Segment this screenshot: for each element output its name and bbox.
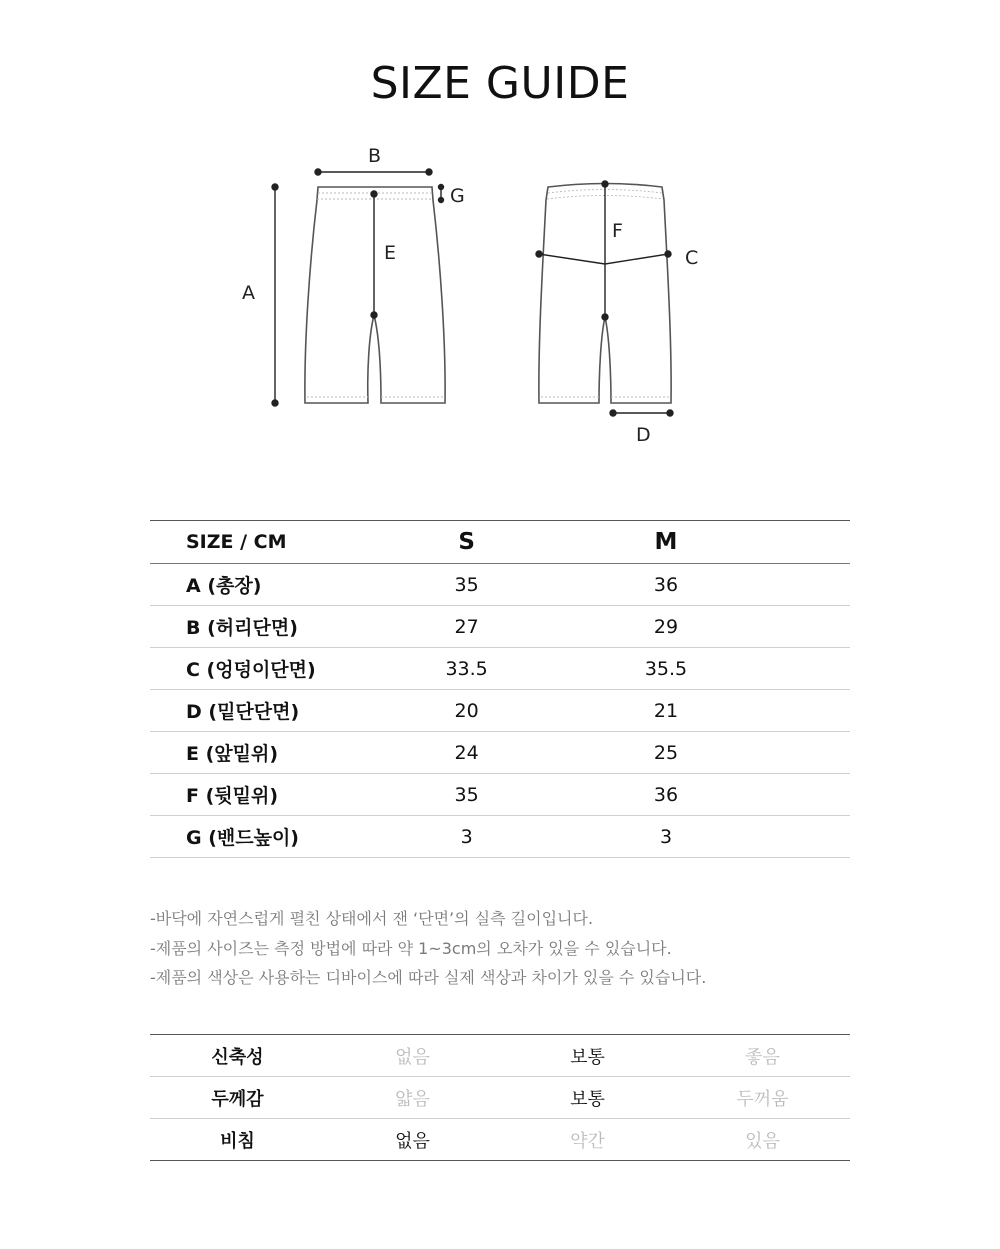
row-label: C (엉덩이단면) bbox=[150, 648, 367, 690]
row-value-s: 35 bbox=[367, 564, 566, 606]
row-label: F (뒷밑위) bbox=[150, 774, 367, 816]
front-view-shorts bbox=[305, 187, 445, 403]
fabric-option: 있음 bbox=[675, 1119, 850, 1161]
note-line: -제품의 사이즈는 측정 방법에 따라 약 1~3cm의 오차가 있을 수 있습니다. bbox=[150, 938, 672, 958]
row-label: A (총장) bbox=[150, 564, 367, 606]
row-value-s: 27 bbox=[367, 606, 566, 648]
row-value-m: 35.5 bbox=[566, 648, 765, 690]
fabric-label: 신축성 bbox=[150, 1035, 325, 1077]
note-line: -바닥에 자연스럽게 펼친 상태에서 잰 ‘단면’의 실측 길이입니다. bbox=[150, 909, 594, 928]
size-table bbox=[150, 520, 850, 858]
row-value-s: 33.5 bbox=[367, 648, 566, 690]
table-row bbox=[150, 606, 850, 648]
fabric-row-stretch bbox=[150, 1035, 850, 1077]
row-value-m: 3 bbox=[566, 816, 765, 858]
table-row bbox=[150, 690, 850, 732]
row-value-m: 36 bbox=[566, 774, 765, 816]
row-label: E (앞밑위) bbox=[150, 732, 367, 774]
note-line: -제품의 색상은 사용하는 디바이스에 따라 실제 색상과 차이가 있을 수 있습니다. bbox=[150, 968, 707, 987]
fabric-option: 얇음 bbox=[325, 1077, 500, 1119]
size-header-label: SIZE / CM bbox=[150, 521, 367, 564]
label-f: F bbox=[612, 220, 623, 242]
row-label: D (밑단단면) bbox=[150, 690, 367, 732]
size-header-m: M bbox=[566, 521, 765, 564]
fabric-row-thickness bbox=[150, 1077, 850, 1119]
row-value-s: 20 bbox=[367, 690, 566, 732]
table-row bbox=[150, 816, 850, 858]
table-row bbox=[150, 648, 850, 690]
fabric-option: 보통 bbox=[500, 1035, 675, 1077]
fabric-option: 없음 bbox=[325, 1035, 500, 1077]
page-title: SIZE GUIDE bbox=[370, 58, 630, 109]
row-value-m: 25 bbox=[566, 732, 765, 774]
label-b: B bbox=[368, 145, 382, 167]
label-c: C bbox=[685, 247, 699, 269]
size-header-s: S bbox=[367, 521, 566, 564]
size-notes bbox=[150, 904, 870, 993]
size-table-header bbox=[150, 521, 850, 564]
label-e: E bbox=[384, 242, 397, 264]
row-value-s: 35 bbox=[367, 774, 566, 816]
table-row bbox=[150, 774, 850, 816]
fabric-option: 두꺼움 bbox=[675, 1077, 850, 1119]
fabric-info-table bbox=[150, 1034, 850, 1161]
row-value-m: 36 bbox=[566, 564, 765, 606]
row-value-m: 21 bbox=[566, 690, 765, 732]
fabric-option: 없음 bbox=[325, 1119, 500, 1161]
fabric-row-sheerness bbox=[150, 1119, 850, 1161]
row-label: B (허리단면) bbox=[150, 606, 367, 648]
label-d: D bbox=[636, 424, 651, 446]
row-value-s: 3 bbox=[367, 816, 566, 858]
table-row bbox=[150, 564, 850, 606]
measurement-lines bbox=[272, 169, 673, 416]
fabric-option: 보통 bbox=[500, 1077, 675, 1119]
row-value-s: 24 bbox=[367, 732, 566, 774]
label-g: G bbox=[450, 185, 465, 207]
fabric-label: 두께감 bbox=[150, 1077, 325, 1119]
table-row bbox=[150, 732, 850, 774]
row-label: G (밴드높이) bbox=[150, 816, 367, 858]
shorts-diagram bbox=[0, 130, 1000, 460]
fabric-label: 비침 bbox=[150, 1119, 325, 1161]
row-value-m: 29 bbox=[566, 606, 765, 648]
front-view-stitching bbox=[307, 193, 444, 397]
fabric-option: 좋음 bbox=[675, 1035, 850, 1077]
fabric-option: 약간 bbox=[500, 1119, 675, 1161]
label-a: A bbox=[242, 282, 255, 304]
